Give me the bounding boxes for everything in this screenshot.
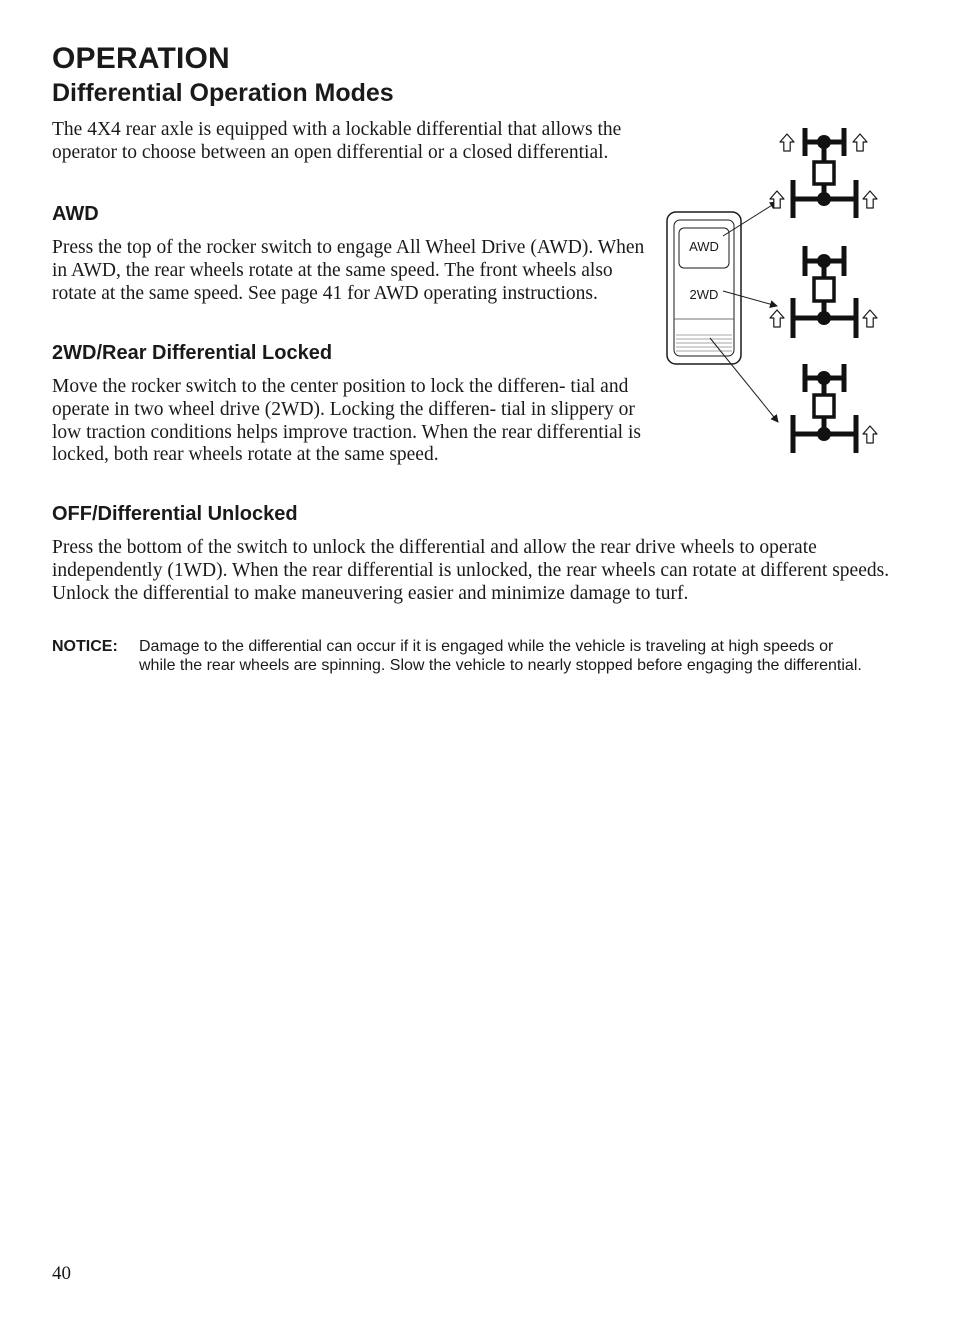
section-title: OPERATION (52, 42, 230, 75)
switch-label-awd: AWD (689, 239, 719, 254)
rocker-switch-figure (660, 120, 885, 460)
up-arrow-icon (770, 310, 784, 327)
intro-paragraph: The 4X4 rear axle is equipped with a lockable differential that allows the operator to choose between an open differential or a closed differential. (52, 119, 622, 163)
2wd-paragraph: Move the rocker switch to the center position to lock the differen- tial and operate in two wheel drive (2WD). Locking the differen- tial in slippery or low traction conditions helps improve traction. When the rear differential is locked, both rear wheels rotate at the same speed. (52, 376, 641, 466)
off-heading: OFF/Differential Unlocked (52, 503, 298, 525)
drivetrain-2wd-locked (770, 246, 877, 338)
notice-label: NOTICE: (52, 638, 118, 655)
drivetrain-awd (770, 128, 877, 218)
up-arrow-icon (863, 310, 877, 327)
rocker-switch (667, 212, 741, 364)
page-heading: Differential Operation Modes (52, 79, 394, 107)
up-arrow-icon (863, 426, 877, 443)
notice-text: Damage to the differential can occur if it is engaged while the vehicle is traveling at high speeds or while the rear wheels are spinning. Slow the vehicle to nearly stopped before engaging the differential. (139, 638, 862, 674)
switch-label-2wd: 2WD (689, 287, 719, 302)
off-pointer (710, 338, 778, 422)
up-arrow-icon (863, 191, 877, 208)
awd-heading: AWD (52, 203, 99, 225)
drivetrain-unlocked (793, 364, 877, 453)
up-arrow-icon (853, 134, 867, 151)
page-number: 40 (52, 1263, 71, 1284)
awd-paragraph: Press the top of the rocker switch to engage All Wheel Drive (AWD). When in AWD, the rear wheels rotate at the same speed. The front wheels also rotate at the same speed. See page 41 for AWD operating instructions. (52, 237, 645, 304)
up-arrow-icon (780, 134, 794, 151)
off-paragraph: Press the bottom of the switch to unlock the differential and allow the rear drive wheels to operate independently (1WD). When the rear differential is unlocked, the rear wheels can rotate at different speeds. Unlock the differential to make maneuvering easier and minimize damage to turf. (52, 537, 890, 604)
2wd-heading: 2WD/Rear Differential Locked (52, 342, 333, 364)
